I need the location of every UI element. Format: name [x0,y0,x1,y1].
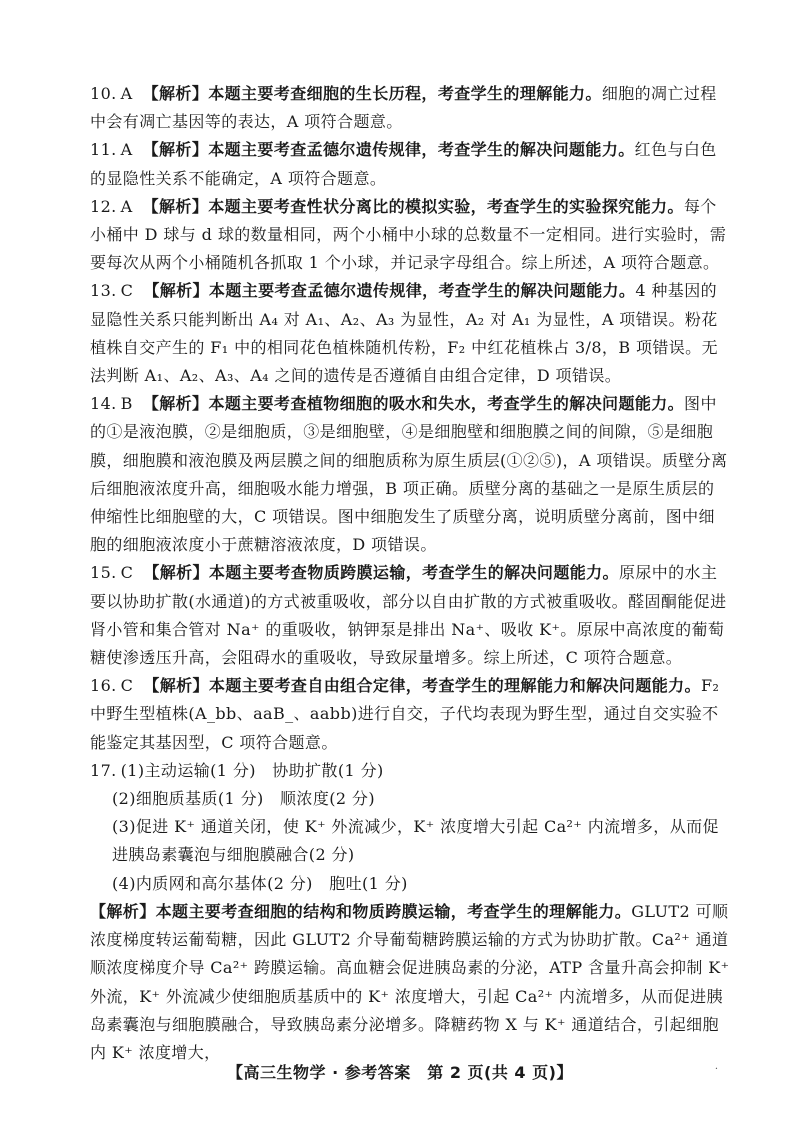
sub-answer-1: (1)主动运输(1 分) 协助扩散(1 分) [120,760,384,780]
question-10 [90,80,730,136]
answer-content [90,80,730,1067]
question-15 [90,559,730,672]
question-summary: 本题主要考查细胞的结构和物质跨膜运输，考查学生的理解能力。 [155,901,632,921]
question-summary: 本题主要考查孟德尔遗传规律，考查学生的解决问题能力。 [208,140,635,160]
question-17 [90,757,730,1067]
question-body: GLUT2 可顺浓度梯度转运葡萄糖，因此 GLUT2 介导葡萄糖跨膜运输的方式为协助扩散。Ca²⁺ 通道顺浓度梯度介导 Ca²⁺ 跨膜运输。高血糖会促进胰岛素的分泌，ATP 含量升高会抑制 K⁺ 外流，K⁺ 外流减少使细胞质基质中的 K⁺ 浓度增大，引起 Ca²⁺ 内流增多，从而促进胰岛素囊泡与细胞膜融合，导致胰岛素分泌增多。降糖药物 X 与 K⁺ 通道结合，引起细胞内 K⁺ 浓度增大， [90,901,730,1062]
question-number: 12. [90,196,117,216]
question-12 [90,193,730,278]
analysis-tag: 【解析】 [143,281,209,301]
question-body: 图中的①是液泡膜，②是细胞质，③是细胞壁，④是细胞壁和细胞膜之间的间隙，⑤是细胞膜，细胞膜和液泡膜及两层膜之间的细胞质称为原生质层(①②⑤)，A 项错误。质壁分离后细胞液浓度升高，细胞吸水能力增强，B 项正确。质壁分离的基础之一是原生质层的伸缩性比细胞壁的大，C 项错误。图中细胞发生了质壁分离，说明质壁分离前，图中细胞的细胞液浓度小于蔗糖溶液浓度，D 项错误。 [90,394,728,555]
question-body: 红色与白色的显隐性关系不能确定，A 项符合题意。 [90,140,717,188]
question-14 [90,390,730,559]
analysis-tag: 【解析】 [142,394,209,414]
question-number: 16. [90,676,117,696]
question-answer: A [120,84,133,103]
question-summary: 本题主要考查植物细胞的吸水和失水，考查学生的解决问题能力。 [208,394,685,414]
question-body: 原尿中的水主要以协助扩散(水通道)的方式被重吸收，部分以自由扩散的方式被重吸收。醛固酮能促进肾小管和集合管对 Na⁺ 的重吸收，钠钾泵是排出 Na⁺、吸收 K⁺。原尿中高浓度的葡萄糖使渗透压升高，会阻碍水的重吸收，导致尿量增多。综上所述，C 项符合题意。 [90,563,727,668]
sub-answer-3: (3)促进 K⁺ 通道关闭，使 K⁺ 外流减少，K⁺ 浓度增大引起 Ca²⁺ 内流增多，从而促进胰岛素囊泡与细胞膜融合(2 分) [112,817,719,865]
question-answer: C [120,281,134,301]
sub-answer-2: (2)细胞质基质(1 分) 顺浓度(2 分) [112,789,375,809]
question-13 [90,277,730,390]
question-summary: 本题主要考查自由组合定律，考查学生的理解能力和解决问题能力。 [208,676,701,696]
page-footer: 【高三生物学 · 参考答案 第 2 页(共 4 页)】 [227,1063,573,1082]
analysis-tag: 【解析】 [90,901,156,921]
question-16 [90,672,730,757]
question-number: 17. [90,760,117,780]
question-number: 15. [90,563,117,583]
question-answer: A [120,196,133,216]
question-answer: C [120,563,134,583]
analysis-tag: 【解析】 [143,676,209,696]
question-summary: 本题主要考查性状分离比的模拟实验，考查学生的实验探究能力。 [208,196,684,216]
question-body: 每个小桶中 D 球与 d 球的数量相同，两个小桶中小球的总数量不一定相同。进行实验时，需要每次从两个小桶随机各抓取 1 个小球，并记录字母组合。综上所述，A 项符合题意。 [90,196,727,273]
question-answer: C [120,676,134,696]
sub-answer-4: (4)内质网和高尔基体(2 分) 胞吐(1 分) [112,873,408,893]
question-number: 11. [90,140,117,160]
analysis-tag: 【解析】 [143,563,209,583]
question-number: 14. [90,394,117,414]
analysis-tag: 【解析】 [142,84,209,103]
question-11 [90,136,730,192]
question-answer: B [120,394,133,414]
question-number: 10. [90,84,117,103]
question-summary: 本题主要考查细胞的生长历程，考查学生的理解能力。 [208,84,602,103]
question-answer: A [120,140,133,160]
footer-mark: · [714,1064,718,1075]
question-body: 4 种基因的显隐性关系只能判断出 A₄ 对 A₁、A₂、A₃ 为显性，A₂ 对 A₁ 为显性，A 项错误。粉花植株自交产生的 F₁ 中的相同花色植株随机传粉，F₂ 中红花植株占 3/8，B 项错误。无法判断 A₁、A₂、A₃、A₄ 之间的遗传是否遵循自由组合定律，D 项错误。 [90,281,718,386]
analysis-tag: 【解析】 [142,140,209,160]
question-number: 13. [90,281,117,301]
question-body: 细胞的凋亡过程中会有凋亡基因等的表达，A 项符合题意。 [90,84,717,132]
question-summary: 本题主要考查物质跨膜运输，考查学生的解决问题能力。 [208,563,619,583]
analysis-tag: 【解析】 [142,196,209,216]
question-body: F₂ 中野生型植株(A_bb、aaB_、aabb)进行自交，子代均表现为野生型，通过自交实验不能鉴定其基因型，C 项符合题意。 [90,676,720,752]
question-summary: 本题主要考查孟德尔遗传规律，考查学生的解决问题能力。 [208,281,636,301]
